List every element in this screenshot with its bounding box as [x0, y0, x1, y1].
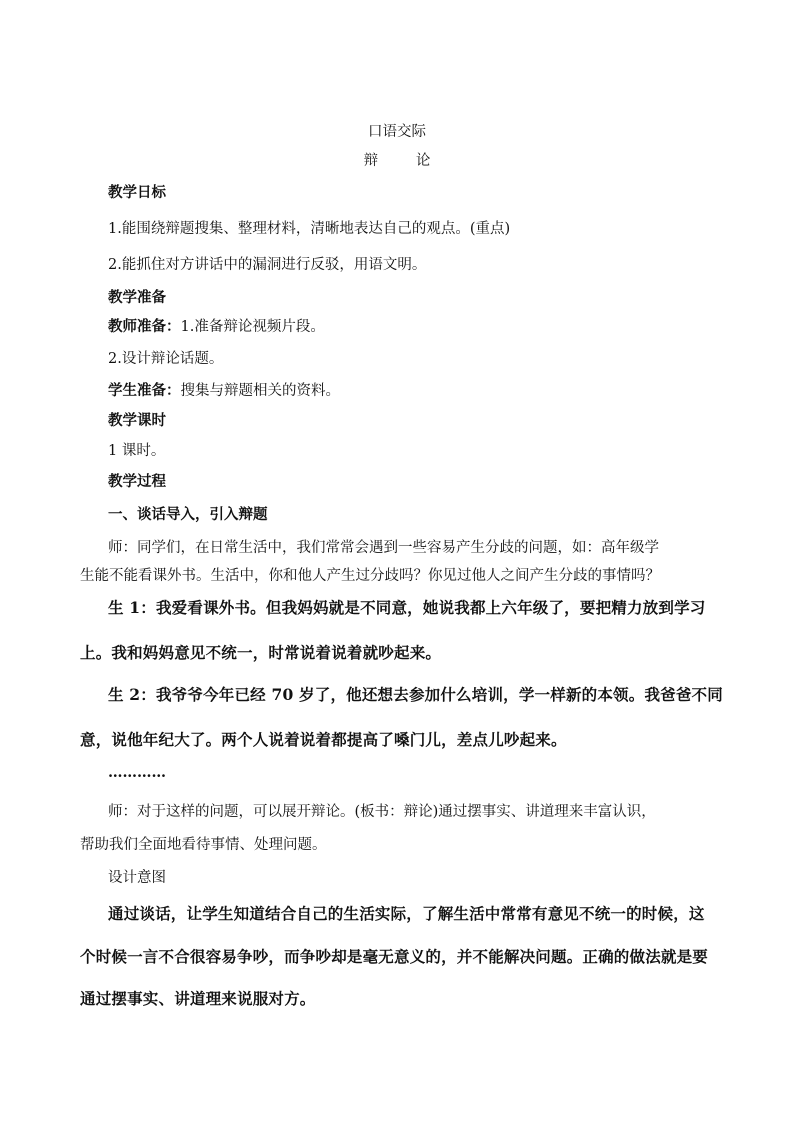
section-1-heading: 一、谈话导入，引入辩题 — [108, 506, 268, 523]
goal-2: 2.能抓住对方讲话中的漏洞进行反驳，用语文明。 — [108, 257, 427, 273]
student-prep-text: 搜集与辩题相关的资料。 — [180, 383, 340, 399]
student-2-line-1: 生 2：我爷爷今年已经 70 岁了，他还想去参加什么培训，学一样新的本领。我爸爸不同 — [108, 685, 723, 704]
doc-title: 口语交际 — [368, 124, 426, 140]
heading-teaching-goals: 教学日标 — [108, 184, 166, 201]
student-prep-label: 学生准备： — [108, 382, 181, 399]
design-intent-line-1: 通过谈话，让学生知道结合自己的生活实际，了解生活中常常有意见不统一的时候，这 — [108, 904, 705, 923]
teaching-hours: 1 课时。 — [108, 443, 166, 459]
student-1-line-2: 上。我和妈妈意见不统一，时常说着说着就吵起来。 — [80, 643, 442, 662]
teacher-prep-1: 1.准备辩论视频片段。 — [180, 319, 325, 335]
heading-teaching-process: 教学过程 — [108, 473, 166, 490]
student-prep — [108, 381, 340, 401]
student-1-line-1: 生 1：我爱看课外书。但我妈妈就是不同意，她说我都上六年级了，要把精力放到学习 — [108, 598, 706, 617]
ellipsis: ………… — [108, 764, 166, 781]
teacher-prep-2: 2.设计辩论话题。 — [108, 351, 224, 367]
student-2-line-2: 意，说他年纪大了。两个人说着说着都提高了嗓门儿，差点儿吵起来。 — [80, 730, 567, 749]
doc-subtitle: 辩 论 — [363, 153, 442, 169]
teacher-speech-1-line-1: 师：同学们，在日常生活中，我们常常会遇到一些容易产生分歧的问题，如：高年级学 — [108, 540, 659, 556]
design-intent-line-3: 通过摆事实、讲道理来说服对方。 — [80, 989, 316, 1008]
heading-teaching-prep: 教学准备 — [108, 289, 166, 306]
teacher-prep — [108, 317, 325, 337]
teacher-speech-1-line-2: 生能不能看课外书。生活中，你和他人产生过分歧吗？你见过他人之间产生分歧的事情吗？ — [80, 568, 660, 584]
heading-design-intent: 设计意图 — [108, 870, 166, 886]
teacher-prep-label: 教师准备： — [108, 318, 181, 335]
design-intent-line-2: 个时候一言不合很容易争吵，而争吵却是毫无意义的，并不能解决问题。正确的做法就是要 — [80, 947, 709, 966]
teacher-speech-2-line-2: 帮助我们全面地看待事情、处理问题。 — [80, 837, 327, 853]
heading-teaching-hours: 教学课时 — [108, 412, 166, 429]
teacher-speech-2-line-1: 师：对于这样的问题，可以展开辩论。(板书：辩论)通过摆事实、讲道理来丰富认识， — [108, 804, 656, 820]
goal-1: 1.能围绕辩题搜集、整理材料，清晰地表达自己的观点。(重点) — [108, 221, 511, 237]
